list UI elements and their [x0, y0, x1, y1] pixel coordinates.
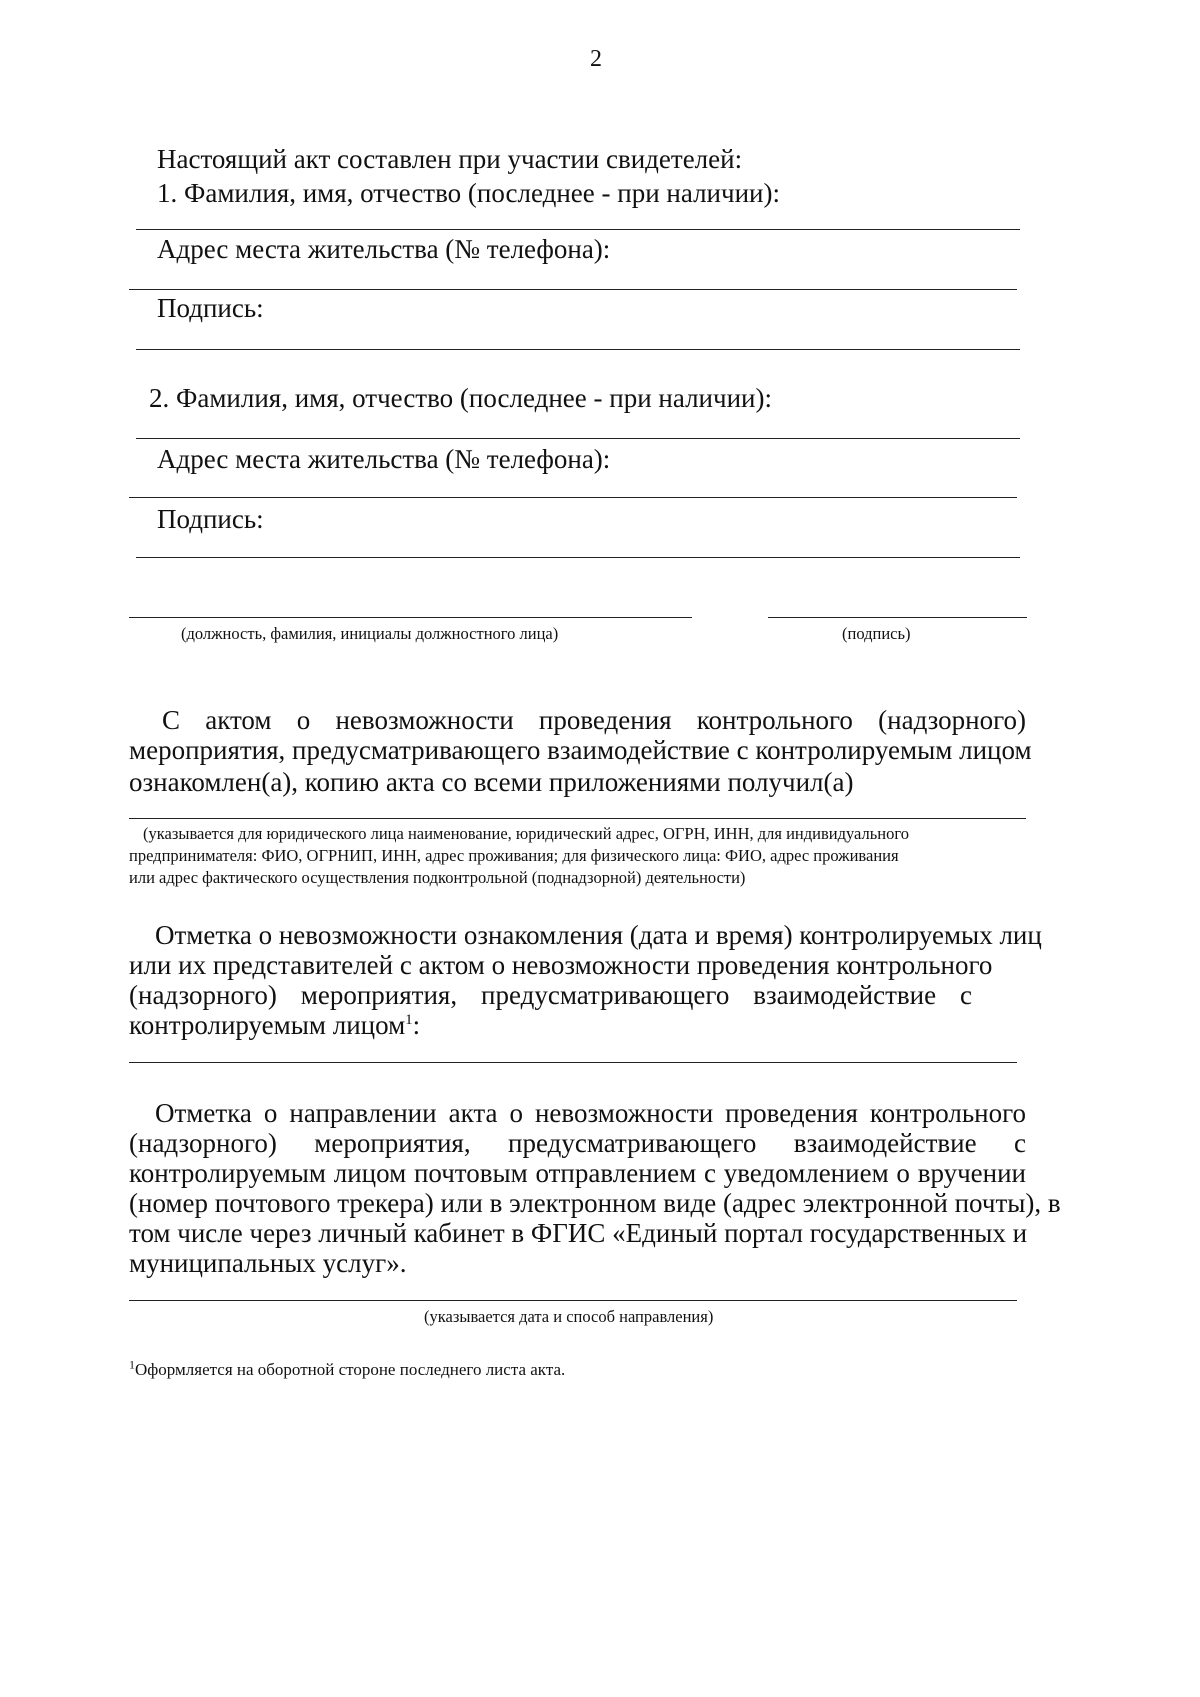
- witness1-address-line[interactable]: [129, 289, 1017, 290]
- witness2-name-label: 2. Фамилия, имя, отчество (последнее - при наличии):: [149, 383, 772, 413]
- witnesses-intro: Настоящий акт составлен при участии свидетелей:: [157, 144, 743, 174]
- official-position-line[interactable]: [129, 617, 692, 618]
- witness2-signature-line[interactable]: [136, 557, 1020, 558]
- impossibility-entry-line[interactable]: [129, 1062, 1017, 1063]
- impossibility-line-4: контролируемым лицом$^1$:: [129, 1010, 421, 1040]
- official-signature-line[interactable]: [768, 617, 1027, 618]
- footnote-mark: 1: [129, 1357, 135, 1372]
- witness1-signature-line[interactable]: [136, 349, 1020, 350]
- witness1-signature-label: Подпись:: [157, 293, 264, 323]
- acquaintance-line-1: С актом о невозможности проведения контрольного (надзорного): [162, 705, 1026, 735]
- sending-line-4: (номер почтового трекера) или в электронном виде (адрес электронной почты), в: [129, 1188, 1061, 1218]
- witness2-name-line[interactable]: [136, 438, 1020, 439]
- acquaintance-caption-line-3: или адрес фактического осуществления подконтрольной (поднадзорной) деятельности): [129, 868, 746, 887]
- page-number: 2: [590, 46, 602, 72]
- sending-entry-line[interactable]: [129, 1300, 1017, 1301]
- footnote: [129, 1358, 565, 1381]
- witness1-address-label: Адрес места жительства (№ телефона):: [157, 234, 611, 264]
- impossibility-line-3: (надзорного) мероприятия, предусматривающего взаимодействие с: [129, 980, 972, 1010]
- witness2-address-label: Адрес места жительства (№ телефона):: [157, 444, 611, 474]
- acquaintance-caption-line-1: (указывается для юридического лица наименование, юридический адрес, ОГРН, ИНН, для индивидуального: [143, 824, 909, 843]
- acquaintance-line-3: ознакомлен(а), копию акта со всеми приложениями получил(а): [129, 767, 854, 797]
- sending-line-2: (надзорного) мероприятия, предусматривающего взаимодействие с: [129, 1128, 1026, 1158]
- acquaintance-caption-line-2: предпринимателя: ФИО, ОГРНИП, ИНН, адрес проживания; для физического лица: ФИО, адрес проживания: [129, 846, 899, 865]
- acquaintance-line-2: мероприятия, предусматривающего взаимодействие с контролируемым лицом: [129, 735, 1032, 765]
- witness2-signature-label: Подпись:: [157, 504, 264, 534]
- impossibility-line-1: Отметка о невозможности ознакомления (дата и время) контролируемых лиц: [155, 920, 1042, 950]
- official-signature-caption: (подпись): [842, 624, 911, 643]
- witness1-name-label: 1. Фамилия, имя, отчество (последнее - при наличии):: [157, 178, 780, 208]
- footnote-text: Оформляется на оборотной стороне последнего листа акта.: [135, 1360, 566, 1379]
- witness2-address-line[interactable]: [129, 497, 1017, 498]
- impossibility-line-2: или их представителей с актом о невозможности проведения контрольного: [129, 950, 993, 980]
- sending-line-6: муниципальных услуг».: [129, 1248, 407, 1278]
- footnote-reference: 1: [405, 1012, 413, 1028]
- witness1-name-line[interactable]: [136, 229, 1020, 230]
- sending-line-3: контролируемым лицом почтовым отправлением с уведомлением о вручении: [129, 1158, 1026, 1188]
- official-position-caption: (должность, фамилия, инициалы должностного лица): [181, 624, 559, 643]
- sending-line-1: Отметка о направлении акта о невозможности проведения контрольного: [155, 1098, 1026, 1128]
- acquaintance-entry-line[interactable]: [129, 818, 1026, 819]
- sending-caption: (указывается дата и способ направления): [424, 1307, 714, 1326]
- sending-line-5: том числе через личный кабинет в ФГИС «Единый портал государственных и: [129, 1218, 1028, 1248]
